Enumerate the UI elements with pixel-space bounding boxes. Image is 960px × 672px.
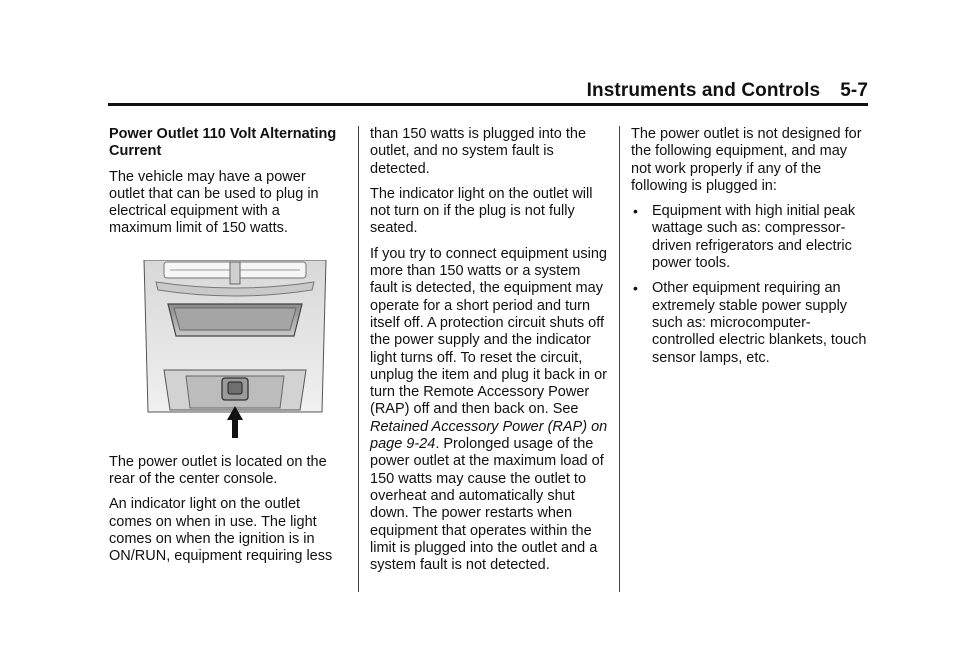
protection-paragraph: If you try to connect equipment using more than 150 watts or a system fault is detected, the equipment may operate for a short period and turn itself off. A protection circuit shuts off the power supply and the indicator light turns off. To reset the circuit, unplug the item and plug it back in or turn the Remote Accessory Power (RAP) off and then back on. See Retained Accessory Power (RAP) on page 9-24. Prolonged usage of the power outlet at the maximum load of 150 watts may cause the outlet to overheat and automatically shut down. The power restarts when equipment that operates within the limit is plugged into the outlet and a system fault is not detected. <box>370 245 608 574</box>
section-title: Instruments and Controls <box>586 80 821 101</box>
column-divider <box>619 126 620 592</box>
console-illustration-icon <box>140 260 330 442</box>
indicator-paragraph: An indicator light on the outlet comes on when in use. The light comes on when the ignition is in ON/RUN, equipment requiring less <box>109 496 333 565</box>
cross-reference-link[interactable]: Retained Accessory Power (RAP) on page 9-24 <box>370 418 608 453</box>
list-item: • Other equipment requiring an extremely stable power supply such as: microcomputer-controlled electric blankets, touch sensor lamps, etc. <box>633 280 867 366</box>
bullet-icon: • <box>633 280 638 297</box>
header-rule <box>108 103 868 106</box>
column-1 <box>109 126 345 574</box>
page-number: 5-7 <box>840 80 868 101</box>
power-outlet-figure <box>140 260 330 442</box>
column-3 <box>631 126 871 375</box>
bullet-icon: • <box>633 203 638 220</box>
column-2 <box>370 126 610 582</box>
column-divider <box>358 126 359 592</box>
location-paragraph: The power outlet is located on the rear of the center console. <box>109 453 327 488</box>
intro-paragraph: The vehicle may have a power outlet that can be used to plug in electrical equipment with a maximum limit of 150 watts. <box>109 168 319 237</box>
section-heading: Power Outlet 110 Volt Alternating Current <box>109 126 337 160</box>
equipment-list <box>631 203 871 367</box>
continued-paragraph: than 150 watts is plugged into the outlet, and no system fault is detected. <box>370 126 587 177</box>
list-item: • Equipment with high initial peak wattage such as: compressor-driven refrigerators and electric power tools. <box>633 203 856 272</box>
not-designed-paragraph: The power outlet is not designed for the following equipment, and may not work properly if any of the following is plugged in: <box>631 126 862 194</box>
seated-paragraph: The indicator light on the outlet will not turn on if the plug is not fully seated. <box>370 185 593 237</box>
